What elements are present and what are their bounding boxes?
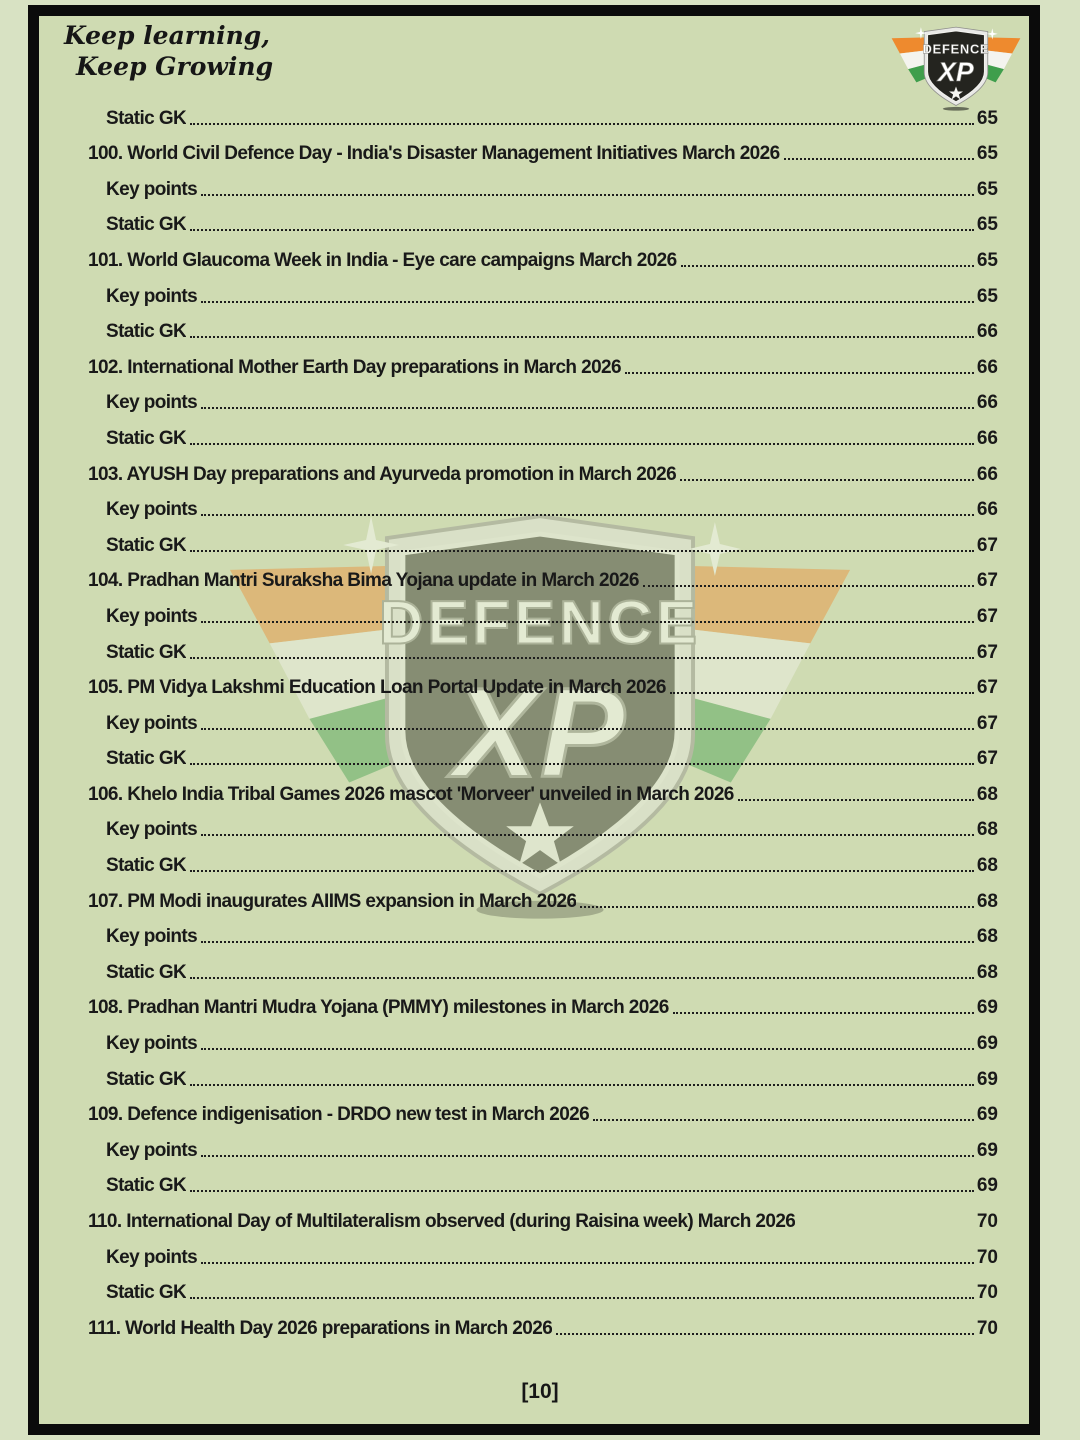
toc-row[interactable] — [88, 594, 998, 630]
toc-entry-label[interactable]: Static GK — [106, 107, 187, 129]
toc-row[interactable] — [88, 915, 998, 951]
toc-entry-label[interactable]: 106. Khelo India Tribal Games 2026 mascot 'Morveer' unveiled in March 2026 — [88, 783, 734, 805]
toc-page-number[interactable]: 65 — [976, 214, 998, 236]
toc-row[interactable] — [88, 808, 998, 844]
toc-row[interactable] — [88, 1306, 998, 1342]
dot-leader — [580, 906, 973, 908]
toc-entry-label[interactable]: Key points — [106, 178, 198, 200]
toc-page-number[interactable]: 67 — [976, 677, 998, 699]
toc-row[interactable] — [88, 1235, 998, 1271]
toc-page-number[interactable]: 70 — [976, 1211, 998, 1232]
toc-entry-label[interactable]: Static GK — [106, 321, 187, 343]
toc-entry-label[interactable]: Key points — [106, 392, 198, 414]
toc-entry-label[interactable]: Static GK — [106, 1282, 187, 1304]
toc-row[interactable] — [88, 737, 998, 773]
toc-row[interactable] — [88, 452, 998, 488]
dot-leader — [190, 123, 974, 125]
dot-leader — [643, 585, 974, 587]
toc-page-number[interactable]: 67 — [976, 748, 998, 770]
dot-leader — [593, 1119, 974, 1121]
toc-row[interactable] — [88, 416, 998, 452]
toc-page-number[interactable]: 67 — [976, 605, 998, 627]
toc-entry-label[interactable]: 103. AYUSH Day preparations and Ayurveda promotion in March 2026 — [88, 463, 677, 485]
toc-row[interactable] — [88, 1199, 998, 1235]
dot-leader — [784, 158, 974, 160]
toc-page-number[interactable]: 69 — [976, 997, 998, 1019]
toc-page-number[interactable]: 70 — [976, 1246, 998, 1268]
toc-page-number[interactable]: 69 — [976, 1033, 998, 1055]
toc-row[interactable] — [88, 950, 998, 986]
toc-page-number[interactable]: 66 — [976, 463, 998, 485]
toc-row[interactable] — [88, 1021, 998, 1057]
toc-row[interactable] — [88, 238, 998, 274]
toc-entry-label[interactable]: Static GK — [106, 748, 187, 770]
toc-page-number[interactable]: 68 — [976, 783, 998, 805]
toc-page-number[interactable]: 68 — [976, 855, 998, 877]
toc-page-number[interactable]: 65 — [976, 143, 998, 165]
toc-row[interactable] — [88, 701, 998, 737]
dot-leader — [673, 1012, 974, 1014]
toc-page-number[interactable]: 66 — [976, 499, 998, 521]
header-tagline — [64, 20, 273, 82]
toc-page-number[interactable]: 68 — [976, 819, 998, 841]
dot-leader — [190, 229, 974, 231]
toc-page-number[interactable]: 70 — [976, 1317, 998, 1339]
toc-entry-label[interactable]: Key points — [106, 1246, 198, 1268]
dot-leader — [625, 372, 974, 374]
dot-leader — [201, 1155, 974, 1157]
toc-entry-label[interactable]: Static GK — [106, 1068, 187, 1090]
toc-entry-label[interactable]: 105. PM Vidya Lakshmi Education Loan Portal Update in March 2026 — [88, 677, 666, 699]
dot-leader — [556, 1333, 974, 1335]
dot-leader — [190, 763, 974, 765]
toc-row[interactable] — [88, 274, 998, 310]
toc-row[interactable] — [88, 630, 998, 666]
dot-leader — [190, 1297, 974, 1299]
toc-page-number[interactable]: 67 — [976, 641, 998, 663]
dot-leader — [201, 514, 974, 516]
toc-page-number[interactable]: 69 — [976, 1068, 998, 1090]
toc-page-number[interactable]: 69 — [976, 1104, 998, 1126]
toc-entry-label[interactable]: Key points — [106, 499, 198, 521]
toc-entry-label[interactable]: Static GK — [106, 1175, 187, 1197]
toc-entry-label[interactable]: 101. World Glaucoma Week in India - Eye care campaigns March 2026 — [88, 249, 677, 271]
dot-leader — [201, 1262, 974, 1264]
toc-page-number[interactable]: 67 — [976, 570, 998, 592]
toc-row[interactable] — [88, 345, 998, 381]
toc-entry-label[interactable]: 100. World Civil Defence Day - India's Disaster Management Initiatives March 2026 — [88, 143, 780, 165]
dot-leader — [680, 479, 974, 481]
toc-page-number[interactable]: 66 — [976, 427, 998, 449]
toc-row[interactable] — [88, 1271, 998, 1307]
toc-page-number[interactable]: 65 — [976, 178, 998, 200]
toc-page-number[interactable]: 65 — [976, 285, 998, 307]
toc-entry-label[interactable]: 102. International Mother Earth Day preparations in March 2026 — [88, 356, 621, 378]
toc-entry-label[interactable]: Key points — [106, 1139, 198, 1161]
toc-row[interactable] — [88, 1093, 998, 1129]
dot-leader — [201, 834, 974, 836]
toc-entry-label[interactable]: Key points — [106, 1033, 198, 1055]
toc-page-number[interactable]: 68 — [976, 961, 998, 983]
dot-leader — [201, 1048, 974, 1050]
toc-row[interactable] — [88, 381, 998, 417]
toc-entry-label[interactable]: 110. International Day of Multilateralism observed (during Raisina week) March 2026 — [88, 1211, 796, 1232]
dot-leader — [201, 728, 974, 730]
dot-leader — [190, 443, 974, 445]
toc-row[interactable] — [88, 523, 998, 559]
dot-leader — [201, 621, 974, 623]
dot-leader — [190, 550, 974, 552]
toc-entry-label[interactable]: Static GK — [106, 641, 187, 663]
toc-row[interactable] — [88, 488, 998, 524]
toc-entry-label[interactable]: 109. Defence indigenisation - DRDO new test in March 2026 — [88, 1104, 590, 1126]
dot-leader — [201, 301, 974, 303]
toc-row[interactable] — [88, 559, 998, 595]
toc-page-number[interactable]: 67 — [976, 534, 998, 556]
dot-leader — [201, 194, 974, 196]
toc-page-number[interactable]: 69 — [976, 1139, 998, 1161]
toc-row[interactable] — [88, 666, 998, 702]
toc-page-number[interactable]: 65 — [976, 249, 998, 271]
toc-entry-label[interactable]: Key points — [106, 819, 198, 841]
dot-leader — [190, 870, 974, 872]
toc-page-number[interactable]: 70 — [976, 1282, 998, 1304]
toc-entry-label[interactable]: Key points — [106, 605, 198, 627]
toc-row[interactable] — [88, 310, 998, 346]
toc-entry-label[interactable]: Key points — [106, 712, 198, 734]
toc-entry-label[interactable]: Static GK — [106, 534, 187, 556]
toc-page-number[interactable]: 66 — [976, 356, 998, 378]
dot-leader — [190, 1084, 974, 1086]
tagline-line2: Keep Growing — [76, 52, 274, 81]
defencexp-logo — [890, 22, 1022, 111]
toc-row[interactable] — [88, 1164, 998, 1200]
toc-page-number[interactable]: 69 — [976, 1175, 998, 1197]
toc-page-number[interactable]: 68 — [976, 926, 998, 948]
toc-page-number[interactable]: 66 — [976, 392, 998, 414]
toc-entry-label[interactable]: Static GK — [106, 214, 187, 236]
toc-entry-label[interactable]: Static GK — [106, 855, 187, 877]
toc-row[interactable] — [88, 772, 998, 808]
toc-row[interactable] — [88, 843, 998, 879]
dot-leader — [738, 799, 974, 801]
footer-page-number: [10] — [521, 1380, 559, 1403]
toc-entry-label[interactable]: Key points — [106, 285, 198, 307]
dot-leader — [681, 265, 974, 267]
dot-leader — [670, 692, 974, 694]
dot-leader — [190, 1190, 974, 1192]
toc-entry-label[interactable]: 107. PM Modi inaugurates AIIMS expansion in March 2026 — [88, 890, 577, 912]
toc-entry-label[interactable]: Static GK — [106, 427, 187, 449]
toc-row[interactable] — [88, 986, 998, 1022]
tagline-line1: Keep learning, — [64, 21, 270, 50]
toc-entry-label[interactable]: 108. Pradhan Mantri Mudra Yojana (PMMY) milestones in March 2026 — [88, 997, 669, 1019]
toc-row[interactable] — [88, 203, 998, 239]
toc-entry-label[interactable]: 104. Pradhan Mantri Suraksha Bima Yojana update in March 2026 — [88, 570, 639, 592]
toc-entry-label[interactable]: Key points — [106, 926, 198, 948]
table-of-contents — [0, 96, 1080, 1342]
toc-row[interactable] — [88, 96, 998, 132]
dot-leader — [201, 941, 974, 943]
toc-entry-label[interactable]: Static GK — [106, 961, 187, 983]
dot-leader — [190, 977, 974, 979]
dot-leader — [190, 336, 974, 338]
toc-page-number[interactable]: 67 — [976, 712, 998, 734]
toc-entry-label[interactable]: 111. World Health Day 2026 preparations in March 2026 — [88, 1317, 553, 1339]
dot-leader — [201, 407, 974, 409]
toc-row[interactable] — [88, 1128, 998, 1164]
toc-row[interactable] — [88, 167, 998, 203]
toc-page-number[interactable]: 65 — [976, 107, 998, 129]
dot-leader — [190, 657, 974, 659]
toc-row[interactable] — [88, 1057, 998, 1093]
toc-page-number[interactable]: 68 — [976, 890, 998, 912]
toc-page-number[interactable]: 66 — [976, 321, 998, 343]
toc-row[interactable] — [88, 879, 998, 915]
toc-row[interactable] — [88, 132, 998, 168]
